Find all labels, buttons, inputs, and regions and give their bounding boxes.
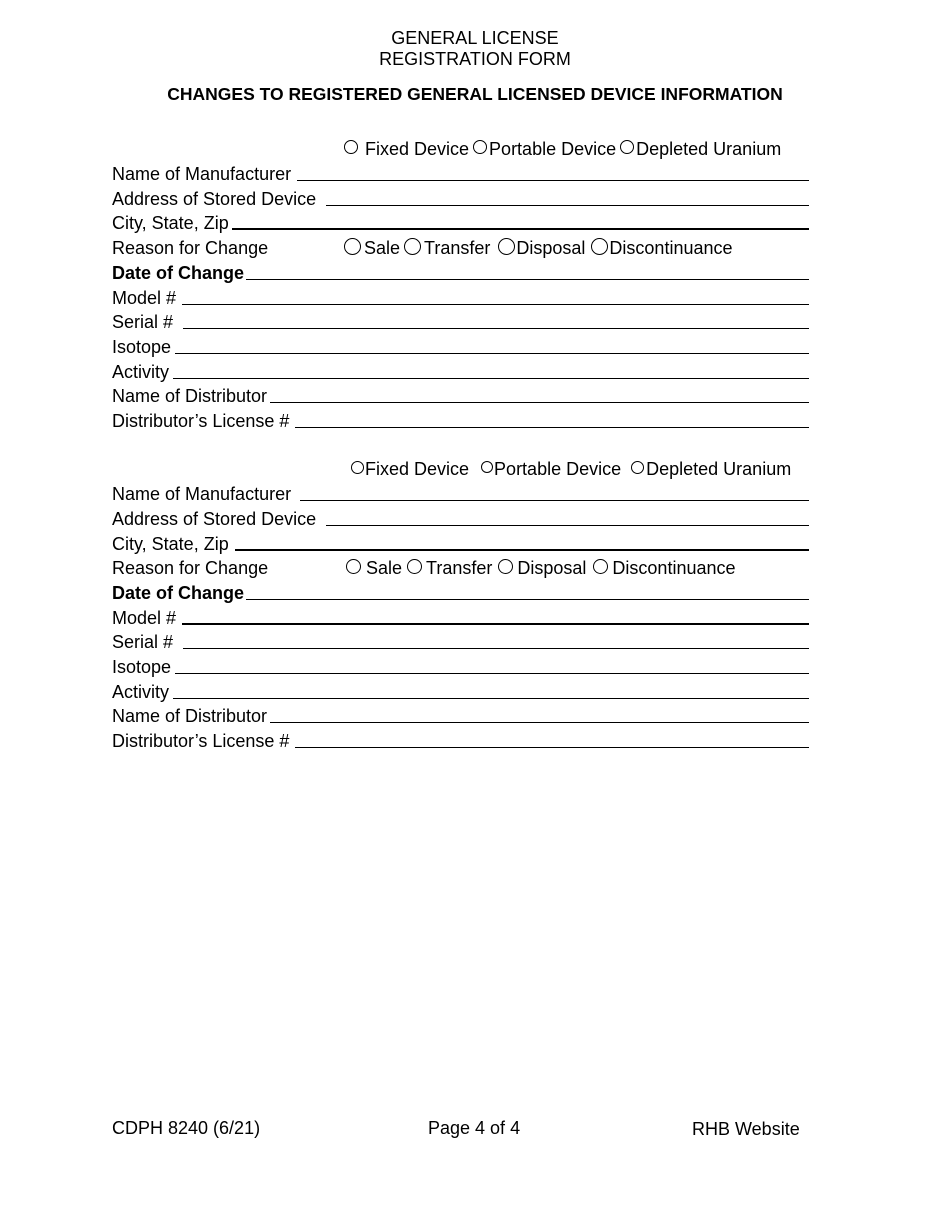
- activity-label: Activity: [112, 682, 170, 702]
- address-row: [112, 185, 809, 210]
- form-subtitle: CHANGES TO REGISTERED GENERAL LICENSED DEVICE INFORMATION: [167, 84, 783, 104]
- reason-disposal-1[interactable]: [498, 237, 585, 259]
- activity-label: Activity: [112, 362, 170, 382]
- model-row: [112, 284, 809, 309]
- city-input[interactable]: [235, 549, 809, 551]
- reason-label: Discontinuance: [609, 238, 733, 258]
- activity-input[interactable]: [173, 698, 809, 699]
- radio-icon[interactable]: [631, 461, 644, 474]
- device-type-fixed-2[interactable]: [351, 458, 469, 480]
- reason-label: Sale: [366, 558, 403, 578]
- distributor-row: [112, 382, 809, 407]
- model-label: Model #: [112, 288, 177, 308]
- manufacturer-row: [112, 480, 809, 505]
- form-title-line2: REGISTRATION FORM: [379, 49, 571, 69]
- city-row: [112, 530, 809, 555]
- model-row: [112, 604, 809, 629]
- license-label: Distributor’s License #: [112, 731, 290, 751]
- device-type-uranium-1[interactable]: [620, 138, 781, 160]
- address-label: Address of Stored Device: [112, 509, 317, 529]
- device-type-label: Fixed Device: [365, 139, 470, 159]
- date-label: Date of Change: [112, 263, 245, 283]
- device-type-label: Depleted Uranium: [646, 459, 792, 479]
- radio-icon[interactable]: [481, 461, 493, 473]
- radio-icon[interactable]: [344, 238, 361, 255]
- reason-label: Transfer: [426, 558, 493, 578]
- city-row: [112, 209, 809, 234]
- address-input[interactable]: [326, 205, 809, 206]
- isotope-input[interactable]: [175, 353, 809, 354]
- serial-input[interactable]: [183, 328, 809, 329]
- form-title-line1: GENERAL LICENSE: [391, 28, 559, 48]
- model-input[interactable]: [182, 304, 809, 305]
- radio-icon[interactable]: [404, 238, 421, 255]
- device-type-portable-2[interactable]: [481, 458, 621, 480]
- distributor-label: Name of Distributor: [112, 386, 268, 406]
- isotope-label: Isotope: [112, 657, 172, 677]
- device-type-label: Portable Device: [494, 459, 622, 479]
- manufacturer-label: Name of Manufacturer: [112, 164, 292, 184]
- distributor-row: [112, 702, 809, 727]
- device-type-label: Depleted Uranium: [636, 139, 782, 159]
- radio-icon[interactable]: [498, 238, 515, 255]
- address-label: Address of Stored Device: [112, 189, 317, 209]
- city-label: City, State, Zip: [112, 534, 229, 554]
- activity-input[interactable]: [173, 378, 809, 379]
- radio-icon[interactable]: [344, 140, 358, 154]
- serial-label: Serial #: [112, 632, 174, 652]
- device-type-fixed-1[interactable]: [344, 138, 469, 160]
- radio-icon[interactable]: [591, 238, 608, 255]
- device-type-group-1: [344, 136, 781, 160]
- reason-transfer-1[interactable]: [404, 237, 490, 259]
- reason-group-2: [346, 555, 736, 579]
- device-type-group-2: [351, 456, 791, 480]
- radio-icon[interactable]: [407, 559, 422, 574]
- license-row: [112, 727, 809, 752]
- date-row: [112, 579, 809, 604]
- address-row: [112, 505, 809, 530]
- radio-icon[interactable]: [620, 140, 634, 154]
- license-input[interactable]: [295, 427, 809, 428]
- reason-discontinuance-1[interactable]: [591, 237, 732, 259]
- device-type-label: Fixed Device: [365, 459, 470, 479]
- reason-sale-1[interactable]: [344, 237, 400, 259]
- date-input[interactable]: [246, 279, 809, 280]
- reason-disposal-2[interactable]: [498, 557, 586, 579]
- serial-row: [112, 628, 809, 653]
- reason-transfer-2[interactable]: [407, 557, 492, 579]
- manufacturer-input[interactable]: [300, 500, 809, 501]
- form-number: CDPH 8240 (6/21): [112, 1118, 261, 1138]
- radio-icon[interactable]: [346, 559, 361, 574]
- device-type-uranium-2[interactable]: [631, 458, 791, 480]
- manufacturer-input[interactable]: [297, 180, 809, 181]
- rhb-website-link[interactable]: RHB Website: [692, 1119, 800, 1139]
- address-input[interactable]: [326, 525, 809, 526]
- isotope-label: Isotope: [112, 337, 172, 357]
- reason-label: Reason for Change: [112, 558, 269, 578]
- reason-label: Discontinuance: [612, 558, 736, 578]
- license-row: [112, 407, 809, 432]
- reason-sale-2[interactable]: [346, 557, 402, 579]
- serial-row: [112, 308, 809, 333]
- model-input[interactable]: [182, 623, 809, 625]
- activity-row: [112, 678, 809, 703]
- reason-label: Reason for Change: [112, 238, 269, 258]
- radio-icon[interactable]: [498, 559, 513, 574]
- reason-group-1: [344, 235, 733, 259]
- radio-icon[interactable]: [593, 559, 608, 574]
- activity-row: [112, 358, 809, 383]
- isotope-row: [112, 653, 809, 678]
- radio-icon[interactable]: [473, 140, 487, 154]
- license-label: Distributor’s License #: [112, 411, 290, 431]
- city-input[interactable]: [232, 228, 809, 230]
- license-input[interactable]: [295, 747, 809, 748]
- page-number: Page 4 of 4: [428, 1118, 521, 1138]
- date-row: [112, 259, 809, 284]
- reason-discontinuance-2[interactable]: [593, 557, 735, 579]
- isotope-input[interactable]: [175, 673, 809, 674]
- radio-icon[interactable]: [351, 461, 364, 474]
- manufacturer-row: [112, 160, 809, 185]
- date-input[interactable]: [246, 599, 809, 600]
- model-label: Model #: [112, 608, 177, 628]
- reason-label: Disposal: [517, 558, 587, 578]
- reason-label: Disposal: [516, 238, 586, 258]
- isotope-row: [112, 333, 809, 358]
- distributor-label: Name of Distributor: [112, 706, 268, 726]
- distributor-input[interactable]: [270, 402, 809, 403]
- serial-label: Serial #: [112, 312, 174, 332]
- manufacturer-label: Name of Manufacturer: [112, 484, 292, 504]
- device-type-portable-1[interactable]: [473, 138, 616, 160]
- distributor-input[interactable]: [270, 722, 809, 723]
- device-type-label: Portable Device: [489, 139, 617, 159]
- serial-input[interactable]: [183, 648, 809, 649]
- reason-label: Transfer: [424, 238, 491, 258]
- date-label: Date of Change: [112, 583, 245, 603]
- reason-label: Sale: [364, 238, 401, 258]
- city-label: City, State, Zip: [112, 213, 229, 233]
